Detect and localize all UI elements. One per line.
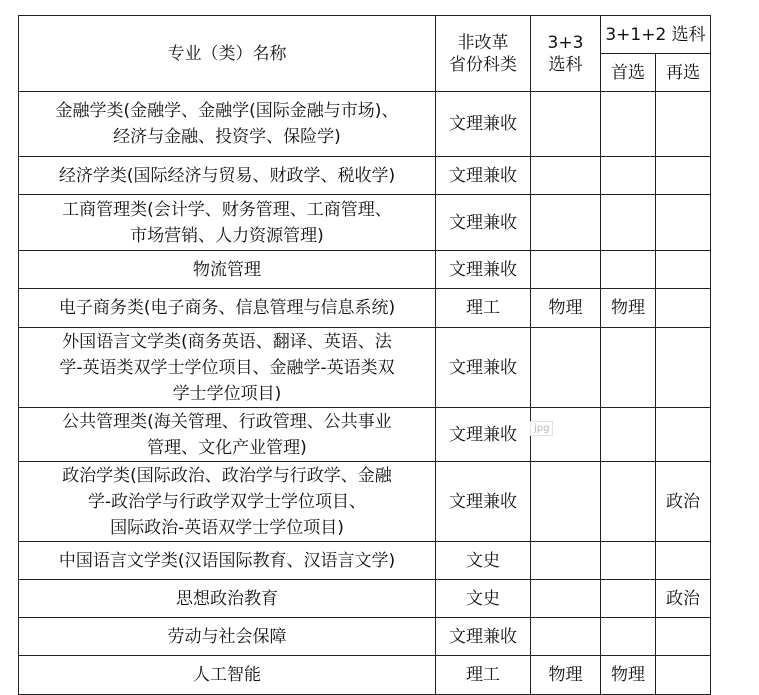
- major-name-cell: [19, 289, 436, 328]
- table-row: [19, 289, 711, 328]
- three-three-cell: [531, 580, 601, 618]
- first-choice-cell: [601, 251, 656, 289]
- major-name-cell: [19, 656, 436, 695]
- table-row: [19, 580, 711, 618]
- first-choice-cell: [601, 462, 656, 542]
- first-choice-cell: [601, 408, 656, 462]
- major-name-cell: [19, 542, 436, 580]
- first-choice-cell: [601, 157, 656, 195]
- major-name-cell: [19, 462, 436, 542]
- major-name-line: 思想政治教育: [176, 588, 278, 609]
- major-name-cell: [19, 328, 436, 408]
- category-cell: 文史: [436, 580, 531, 618]
- major-name-line: 学-英语类双学士学位项目、金融学-英语类双: [59, 357, 395, 378]
- major-subject-table: [18, 15, 711, 695]
- header-3-3-line2: 选科: [548, 54, 583, 75]
- three-three-cell: [531, 92, 601, 157]
- major-name-cell: [19, 195, 436, 251]
- three-three-cell: [531, 618, 601, 656]
- three-three-cell: [531, 328, 601, 408]
- major-name-line: 物流管理: [193, 259, 261, 280]
- header-3-1-2: 3+1+2 选科: [601, 16, 711, 54]
- major-name-line: 政治学类(国际政治、政治学与行政学、金融: [62, 465, 392, 486]
- header-3-3: [531, 16, 601, 92]
- first-choice-cell: [601, 195, 656, 251]
- major-name-cell: [19, 251, 436, 289]
- three-three-cell: [531, 462, 601, 542]
- table-row: [19, 408, 711, 462]
- second-choice-cell: [656, 92, 711, 157]
- three-three-cell: [531, 157, 601, 195]
- major-name-line: 电子商务类(电子商务、信息管理与信息系统): [58, 298, 396, 318]
- second-choice-cell: 政治: [656, 580, 711, 618]
- jpg-watermark: jpg: [530, 421, 553, 436]
- second-choice-cell: [656, 157, 711, 195]
- three-three-cell: 物理: [531, 656, 601, 695]
- major-table-frame: [18, 15, 711, 695]
- second-choice-cell: [656, 542, 711, 580]
- first-choice-cell: [601, 542, 656, 580]
- second-choice-cell: [656, 195, 711, 251]
- major-name-cell: [19, 408, 436, 462]
- major-name-line: 劳动与社会保障: [167, 626, 287, 647]
- table-row: [19, 462, 711, 542]
- header-first-choice: 首选: [601, 54, 656, 92]
- major-name-line: 外国语言文学类(商务英语、翻译、英语、法: [62, 331, 392, 352]
- table-row: [19, 618, 711, 656]
- major-name-cell: [19, 157, 436, 195]
- second-choice-cell: [656, 251, 711, 289]
- category-cell: 理工: [436, 289, 531, 328]
- major-name-cell: [19, 618, 436, 656]
- header-row-1: [19, 16, 711, 54]
- table-row: [19, 92, 711, 157]
- second-choice-cell: [656, 408, 711, 462]
- major-name-line: 金融学类(金融学、金融学(国际金融与市场)、: [55, 101, 399, 121]
- header-non-reform-line1: 非改革: [457, 32, 509, 53]
- major-name-line: 经济与金融、投资学、保险学): [113, 127, 341, 147]
- major-name-line: 市场营销、人力资源管理): [130, 225, 324, 246]
- header-non-reform-line2: 省份科类: [449, 54, 517, 75]
- category-cell: 理工: [436, 656, 531, 695]
- table-row: [19, 328, 711, 408]
- category-cell: 文理兼收: [436, 408, 531, 462]
- second-choice-cell: [656, 289, 711, 328]
- table-row: [19, 542, 711, 580]
- first-choice-cell: [601, 580, 656, 618]
- category-cell: 文理兼收: [436, 328, 531, 408]
- table-row: [19, 195, 711, 251]
- category-cell: 文史: [436, 542, 531, 580]
- first-choice-cell: [601, 618, 656, 656]
- table-row: [19, 656, 711, 695]
- first-choice-cell: [601, 328, 656, 408]
- header-3-3-line1: 3+3: [547, 32, 584, 53]
- major-name-line: 人工智能: [193, 665, 261, 685]
- header-second-choice: 再选: [656, 54, 711, 92]
- major-name-line: 学-政治学与行政学双学士学位项目、: [87, 491, 367, 512]
- first-choice-cell: [601, 92, 656, 157]
- category-cell: 文理兼收: [436, 92, 531, 157]
- major-name-cell: [19, 580, 436, 618]
- major-name-line: 学士学位项目): [172, 383, 282, 404]
- category-cell: 文理兼收: [436, 251, 531, 289]
- category-cell: 文理兼收: [436, 462, 531, 542]
- second-choice-cell: [656, 618, 711, 656]
- header-non-reform: [436, 16, 531, 92]
- three-three-cell: [531, 542, 601, 580]
- three-three-cell: [531, 251, 601, 289]
- major-name-line: 经济学类(国际经济与贸易、财政学、税收学): [58, 165, 396, 186]
- major-name-line: 工商管理类(会计学、财务管理、工商管理、: [62, 199, 392, 220]
- category-cell: 文理兼收: [436, 618, 531, 656]
- major-name-cell: [19, 92, 436, 157]
- second-choice-cell: [656, 656, 711, 695]
- major-name-line: 中国语言文学类(汉语国际教育、汉语言文学): [58, 550, 396, 571]
- major-name-line: 国际政治-英语双学士学位项目): [110, 517, 344, 538]
- second-choice-cell: 政治: [656, 462, 711, 542]
- major-name-line: 公共管理类(海关管理、行政管理、公共事业: [62, 411, 392, 432]
- three-three-cell: [531, 195, 601, 251]
- major-name-line: 管理、文化产业管理): [147, 437, 307, 458]
- table-row: [19, 157, 711, 195]
- first-choice-cell: 物理: [601, 656, 656, 695]
- category-cell: 文理兼收: [436, 195, 531, 251]
- category-cell: 文理兼收: [436, 157, 531, 195]
- table-row: [19, 251, 711, 289]
- second-choice-cell: [656, 328, 711, 408]
- header-major-name: 专业（类）名称: [19, 16, 436, 92]
- first-choice-cell: 物理: [601, 289, 656, 328]
- three-three-cell: 物理: [531, 289, 601, 328]
